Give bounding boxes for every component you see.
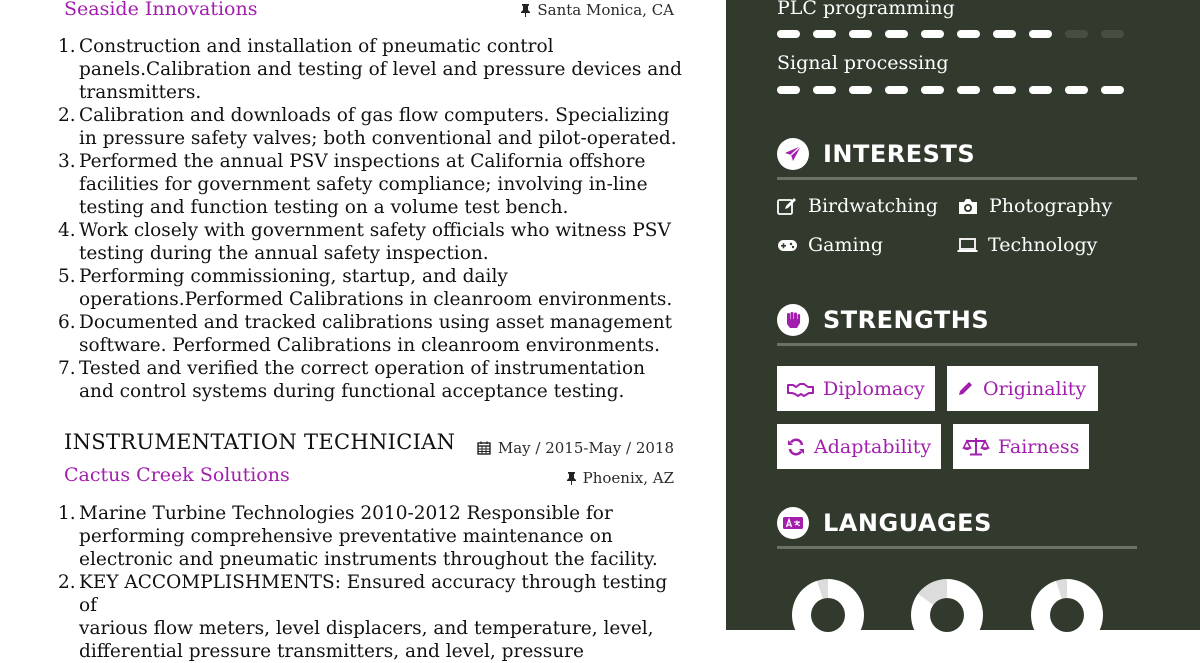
skill-level-segment [957,86,980,94]
location-text: Santa Monica, CA [537,1,674,19]
strengths-heading [777,304,989,336]
section-title: STRENGTHS [823,306,990,334]
strength-tag [777,424,941,469]
language-level-chart [792,579,864,651]
section-title: LANGUAGES [823,509,992,537]
interest-label: Technology [988,234,1098,256]
strength-label: Diplomacy [823,377,925,400]
skill-level-segment [777,86,800,94]
skill-level-segment [813,86,836,94]
camera-icon [957,197,979,216]
section-title: INTERESTS [823,140,976,168]
section-divider [777,546,1137,549]
skill-level-segment [957,30,980,38]
resume-sidebar [726,0,1200,630]
strength-label: Adaptability [814,435,932,458]
skill-level-segment [1065,86,1088,94]
list-item: 2. KEY ACCOMPLISHMENTS: Ensured accuracy through testing of various flow meters, level displacers, and temperature, level, differential pressure transmitters, and level, pressure [58,572,668,662]
laptop-icon [957,238,978,253]
skill-bar [777,30,1137,38]
skill-level-segment [1101,86,1124,94]
list-item: 6. Documented and tracked calibrations using asset management software. Performed Calibrations in cleanroom environments. [58,312,673,356]
strength-label: Originality [983,377,1087,400]
language-level-chart [1031,579,1103,651]
skill-level-segment [993,30,1016,38]
skill-level-segment [1029,86,1052,94]
skill-level-segment [993,86,1016,94]
location-text: Phoenix, AZ [582,469,674,487]
strength-tag [947,366,1098,411]
skill-level-segment [849,86,872,94]
calendar-icon [477,441,491,455]
skill-level-segment [921,86,944,94]
pencil-icon [957,380,974,397]
skill-level-segment [885,30,908,38]
section-divider [777,343,1137,346]
job-location [520,1,674,19]
job-location [566,469,674,487]
strength-tag [777,366,935,411]
skill-level-segment [777,30,800,38]
job-title: INSTRUMENTATION TECHNICIAN [64,430,456,454]
list-item: 3. Performed the annual PSV inspections at California offshore facilities for government safety compliance; involving in-line testing and function testing on a volume test bench. [58,151,648,218]
list-item: 2. Calibration and downloads of gas flow computers. Specializing in pressure safety valves; both conventional and pilot-operated. [58,105,677,149]
interests-heading [777,138,975,170]
skill-level-segment [1065,30,1088,38]
fist-icon [777,304,809,336]
map-pin-icon [566,471,577,485]
job-dates [477,439,674,457]
duty-list [58,502,683,663]
language-level-chart [911,579,983,651]
balance-scale-icon [963,437,989,456]
interest-label: Photography [989,195,1113,217]
skill-level-segment [885,86,908,94]
date-text: May / 2015-May / 2018 [497,439,674,457]
strength-tag [953,424,1089,469]
edit-icon [777,197,798,216]
list-item: 7. Tested and verified the correct operation of instrumentation and control systems during functional acceptance testing. [58,358,646,402]
handshake-icon [787,381,814,397]
company-name: Seaside Innovations [64,0,258,20]
skill-level-segment [813,30,836,38]
strength-label: Fairness [998,435,1080,458]
interest-item [777,195,938,217]
languages-heading [777,507,992,539]
interest-label: Gaming [808,234,883,256]
skill-level-segment [849,30,872,38]
duty-list [58,35,683,403]
paper-plane-icon [777,138,809,170]
skill-name: Signal processing [777,52,949,74]
interest-item [957,234,1097,256]
skill-name: PLC programming [777,0,955,19]
skill-level-segment [1101,30,1124,38]
map-pin-icon [520,3,531,17]
list-item: 1. Marine Turbine Technologies 2010-2012 Responsible for performing comprehensive preventative maintenance on electronic and pneumatic instruments throughout the facility. [58,503,658,570]
gamepad-icon [777,238,798,253]
skill-bar [777,86,1137,94]
company-name: Cactus Creek Solutions [64,464,290,486]
list-item: 4. Work closely with government safety officials who witness PSV testing during the annual safety inspection. [58,220,671,264]
section-divider [777,177,1137,180]
interest-label: Birdwatching [808,195,938,217]
skill-level-segment [921,30,944,38]
skill-level-segment [1029,30,1052,38]
interest-item [777,234,883,256]
language-icon [777,507,809,539]
sync-icon [787,438,805,456]
interest-item [957,195,1112,217]
list-item: 5. Performing commissioning, startup, and daily operations.Performed Calibrations in cleanroom environments. [58,266,673,310]
list-item: 1. Construction and installation of pneumatic control panels.Calibration and testing of level and pressure devices and transmitters. [58,36,683,103]
